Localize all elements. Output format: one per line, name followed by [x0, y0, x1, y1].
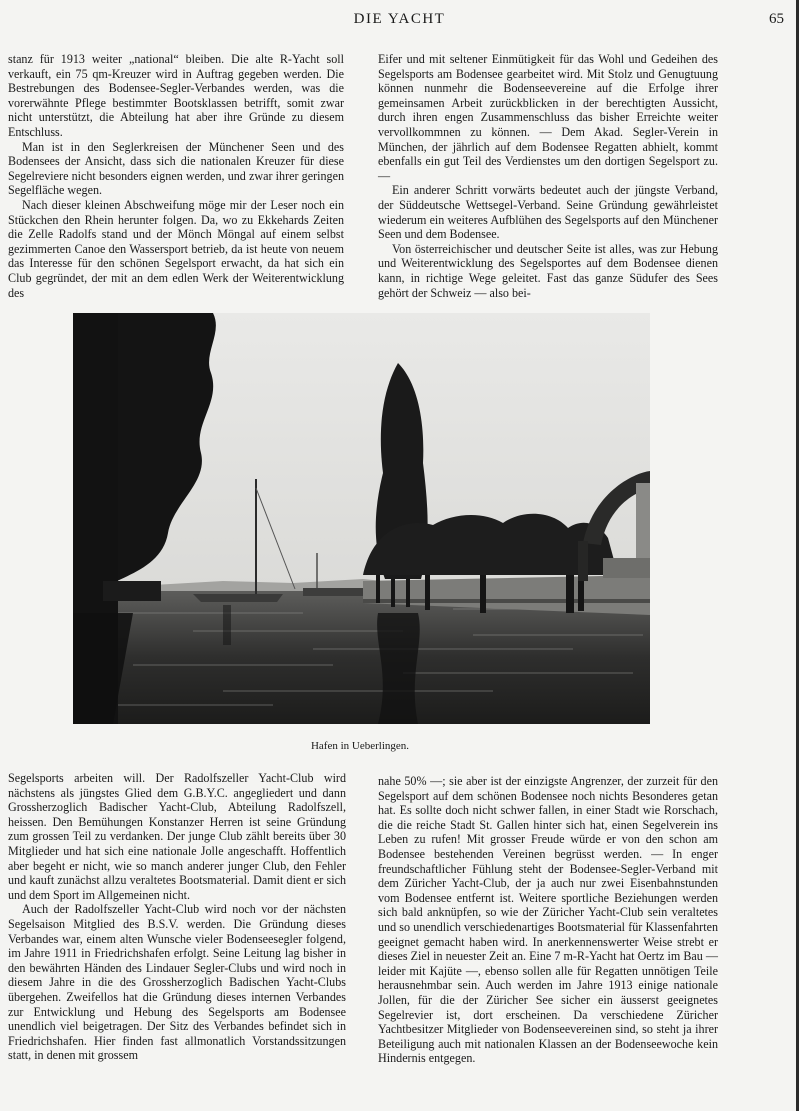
column-top-left: [8, 52, 344, 300]
paragraph: nahe 50% —; sie aber ist der einzigste Angrenzer, der zurzeit für den Segelsport auf dem schönen Bodensee noch nichts Besonderes getan hat. Es sollte doch nicht schwer fallen, in einer Stadt wie Rorschach, die die reiche Stadt St. Gallen hinter sich hat, einen Segelverein ins Leben zu rufen! Mit grosser Freude würde er von den schon am Bodensee bestehenden Vereinen begrüsst werden. — In enger freundschaftlicher Fühlung steht der Bodensee-Segler-Verband mit dem Züricher Yacht-Club, der ja auch nur zwei Eisenbahnstunden vom Bodensee entfernt ist. Weitere sportliche Beziehungen werden sich bald anknüpfen, so wie der Züricher Yacht-Club sein veraltetes und so unendlich verschiedenartiges Bootsmaterial für Klassenfahrten geeignet gemacht haben wird. In anerkennenswerter Weise strebt er dieses Ziel in neuester Zeit an. Eine 7 m-R-Yacht hat Oertz im Bau — leider mit Kajüte —, ebenso sollen alle für Regatten unnötigen Teile herausnehmbar sein. Auch werden im Jahre 1913 einige nationale Jollen, für die der Züricher See sicher ein äusserst geeignetes Segelrevier ist, dort erscheinen. Da verschiedene Züricher Yachtbesitzer Mitglieder von Bodenseevereinen sind, so steht ja ihrer Beteiligung auch mit nationalen Klassen an der Bodenseewoche kein Hindernis entgegen.: [378, 774, 718, 1066]
harbor-photograph: [73, 313, 650, 724]
paragraph: Nach dieser kleinen Abschweifung möge mir der Leser noch ein Stückchen den Rhein herunter folgen. Da, wo zu Ekkehards Zeiten die Zelle Radolfs stand und der Mönch Möngal auf einem selbst gezimmerten Canoe den Wassersport betrieb, da ist heute von neuem das Interesse für den schönen Segelsport erwacht, da hat sich ein Club gegründet, der mit an dem edlen Werk der Weiterentwicklung des: [8, 197, 344, 300]
journal-title: DIE YACHT: [353, 11, 446, 27]
running-head: [0, 11, 799, 29]
column-bottom-right: [378, 774, 718, 1066]
page-number: 65: [769, 11, 784, 27]
paragraph: Auch der Radolfszeller Yacht-Club wird noch vor der nächsten Segelsaison Mitglied des B.S.V. werden. Die Gründung dieses Verbandes war, einem alten Wunsche vieler Bodenseesegler folgend, im Jahre 1911 in Friedrichshafen erfolgt. Seine Leitung lag bisher in den bewährten Händen des Lindauer Segler-Clubs und wird noch in diesem Jahre in die des Grossherzoglich Badischen Yacht-Clubs übergehen. Zweifellos hat die Gründung dieses internen Verbandes zur Entwicklung und Hebung des Segelsports am Bodensee unendlich viel beigetragen. Der Sitz des Verbandes befindet sich in Friedrichshafen. Hier finden fast allmonatlich Vorstandssitzungen statt, in denen mit grossem: [8, 902, 346, 1063]
paragraph: Eifer und mit seltener Einmütigkeit für das Wohl und Gedeihen des Segelsports am Bodensee gearbeitet wird. Mit Stolz und Genugtuung können nunmehr die Bodenseevereine auf die Erfolge ihrer gemeinsamen Arbeit zurückblicken in der berechtigten Aussicht, durch ihren engen Zusammenschluss das bisher Erreichte weiter vervollkommnen zu können. — Dem Akad. Segler-Verein in München, der jährlich auf dem Bodensee Regatten abhielt, kommt ebenfalls ein gut Teil des Verdienstes um den dortigen Segelsport zu. —: [378, 52, 718, 183]
column-top-right: [378, 52, 718, 300]
paragraph: Segelsports arbeiten will. Der Radolfszeller Yacht-Club wird nächstens als jüngstes Glied dem G.B.Y.C. angegliedert und dann Grossherzoglich Badischer Yacht-Club, Abteilung Radolfszell, heissen. Den Bemühungen Konstanzer Herren ist seine Gründung zum grossen Teil zu verdanken. Der junge Club zählt bereits über 30 Mitglieder und hat sich eine nationale Jolle angeschafft. Hoffentlich aber begeht er nicht, wie so manch anderer junger Club, den Fehler und kauft zunächst allzu veraltetes Bootsmaterial. Damit dient er sich und dem Sport im Allgemeinen nicht.: [8, 771, 346, 902]
paragraph: Ein anderer Schritt vorwärts bedeutet auch der jüngste Verband, der Süddeutsche Wettsegel-Verband. Seine Gründung gewährleistet wiederum ein weiteres Aufblühen des Segelsports auf den Münchener Seen und dem Bodensee.: [378, 183, 718, 242]
paragraph: stanz für 1913 weiter „national“ bleiben. Die alte R-Yacht soll verkauft, ein 75 qm-Kreuzer wird in Auftrag gegeben werden. Die Bestrebungen des Bodensee-Segler-Verbandes werden, was die vorerwähnte Pflege bestimmter Bootsklassen betrifft, somit zwar nicht unterstützt, die Abteilung hat aber ihre Gründe zu diesem Entschluss.: [8, 52, 344, 139]
column-bottom-left: [8, 771, 346, 1063]
paragraph: Von österreichischer und deutscher Seite ist alles, was zur Hebung und Weiterentwicklung des Segelsportes auf dem Bodensee dienen kann, in richtige Wege geleitet. Fast das ganze Südufer des Sees gehört der Schweiz — also bei-: [378, 241, 718, 300]
paragraph: Man ist in den Seglerkreisen der Münchener Seen und des Bodensees der Ansicht, dass sich die nationalen Kreuzer für diese Segelreviere nicht besonders eignen werden, und zwar ihrer geringen Segelfläche wegen.: [8, 139, 344, 198]
photo-caption: Hafen in Ueberlingen.: [310, 740, 410, 752]
